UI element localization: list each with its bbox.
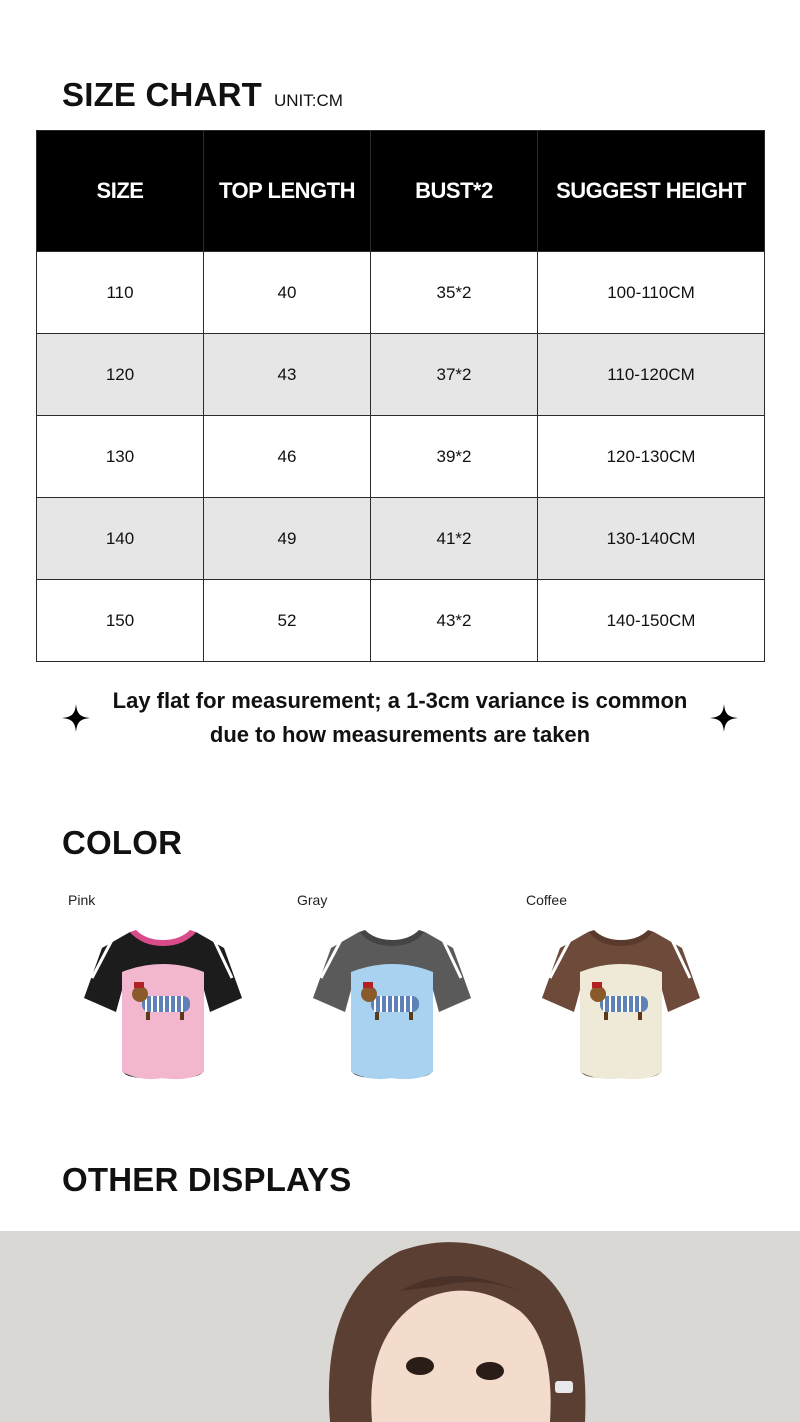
size-chart-heading: SIZE CHART — [62, 76, 262, 113]
color-title: COLOR — [62, 824, 183, 861]
tshirt-gray-image — [311, 920, 471, 1085]
cell-top-length: 52 — [204, 580, 371, 662]
color-label: Pink — [68, 892, 96, 908]
table-header-row — [37, 131, 765, 252]
child-model-image — [0, 1231, 800, 1422]
sparkle-icon — [62, 704, 90, 732]
cell-height: 130-140CM — [538, 498, 765, 580]
cell-size: 120 — [37, 334, 204, 416]
color-option-gray[interactable] — [291, 890, 491, 1090]
cell-size: 150 — [37, 580, 204, 662]
cell-size: 110 — [37, 252, 204, 334]
measurement-note — [100, 684, 700, 752]
table-row — [37, 580, 765, 662]
cell-top-length: 46 — [204, 416, 371, 498]
model-photo — [0, 1231, 800, 1422]
tshirt-coffee-image — [540, 920, 700, 1085]
table-row — [37, 498, 765, 580]
cell-height: 140-150CM — [538, 580, 765, 662]
header-size: SIZE — [37, 131, 204, 252]
table-row — [37, 334, 765, 416]
header-top-length: TOP LENGTH — [204, 131, 371, 252]
cell-bust: 35*2 — [371, 252, 538, 334]
cell-top-length: 49 — [204, 498, 371, 580]
note-line-2: due to how measurements are taken — [209, 722, 591, 747]
cell-top-length: 40 — [204, 252, 371, 334]
other-displays-title: OTHER DISPLAYS — [62, 1161, 352, 1198]
note-line-1: Lay flat for measurement; a 1-3cm variance is common — [112, 688, 688, 713]
cell-bust: 41*2 — [371, 498, 538, 580]
cell-bust: 43*2 — [371, 580, 538, 662]
table-row — [37, 252, 765, 334]
cell-height: 110-120CM — [538, 334, 765, 416]
cell-top-length: 43 — [204, 334, 371, 416]
cell-size: 130 — [37, 416, 204, 498]
tshirt-pink-image — [82, 920, 242, 1085]
color-label: Gray — [297, 892, 328, 908]
cell-size: 140 — [37, 498, 204, 580]
header-bust: BUST*2 — [371, 131, 538, 252]
cell-height: 120-130CM — [538, 416, 765, 498]
sparkle-icon — [710, 704, 738, 732]
unit-label: UNIT:CM — [274, 91, 343, 110]
size-chart-table — [36, 130, 765, 662]
cell-bust: 37*2 — [371, 334, 538, 416]
cell-height: 100-110CM — [538, 252, 765, 334]
color-option-coffee[interactable] — [520, 890, 720, 1090]
color-label: Coffee — [526, 892, 567, 908]
table-row — [37, 416, 765, 498]
size-chart-title — [62, 76, 343, 114]
header-suggest-height: SUGGEST HEIGHT — [538, 131, 765, 252]
cell-bust: 39*2 — [371, 416, 538, 498]
color-option-pink[interactable] — [62, 890, 262, 1090]
